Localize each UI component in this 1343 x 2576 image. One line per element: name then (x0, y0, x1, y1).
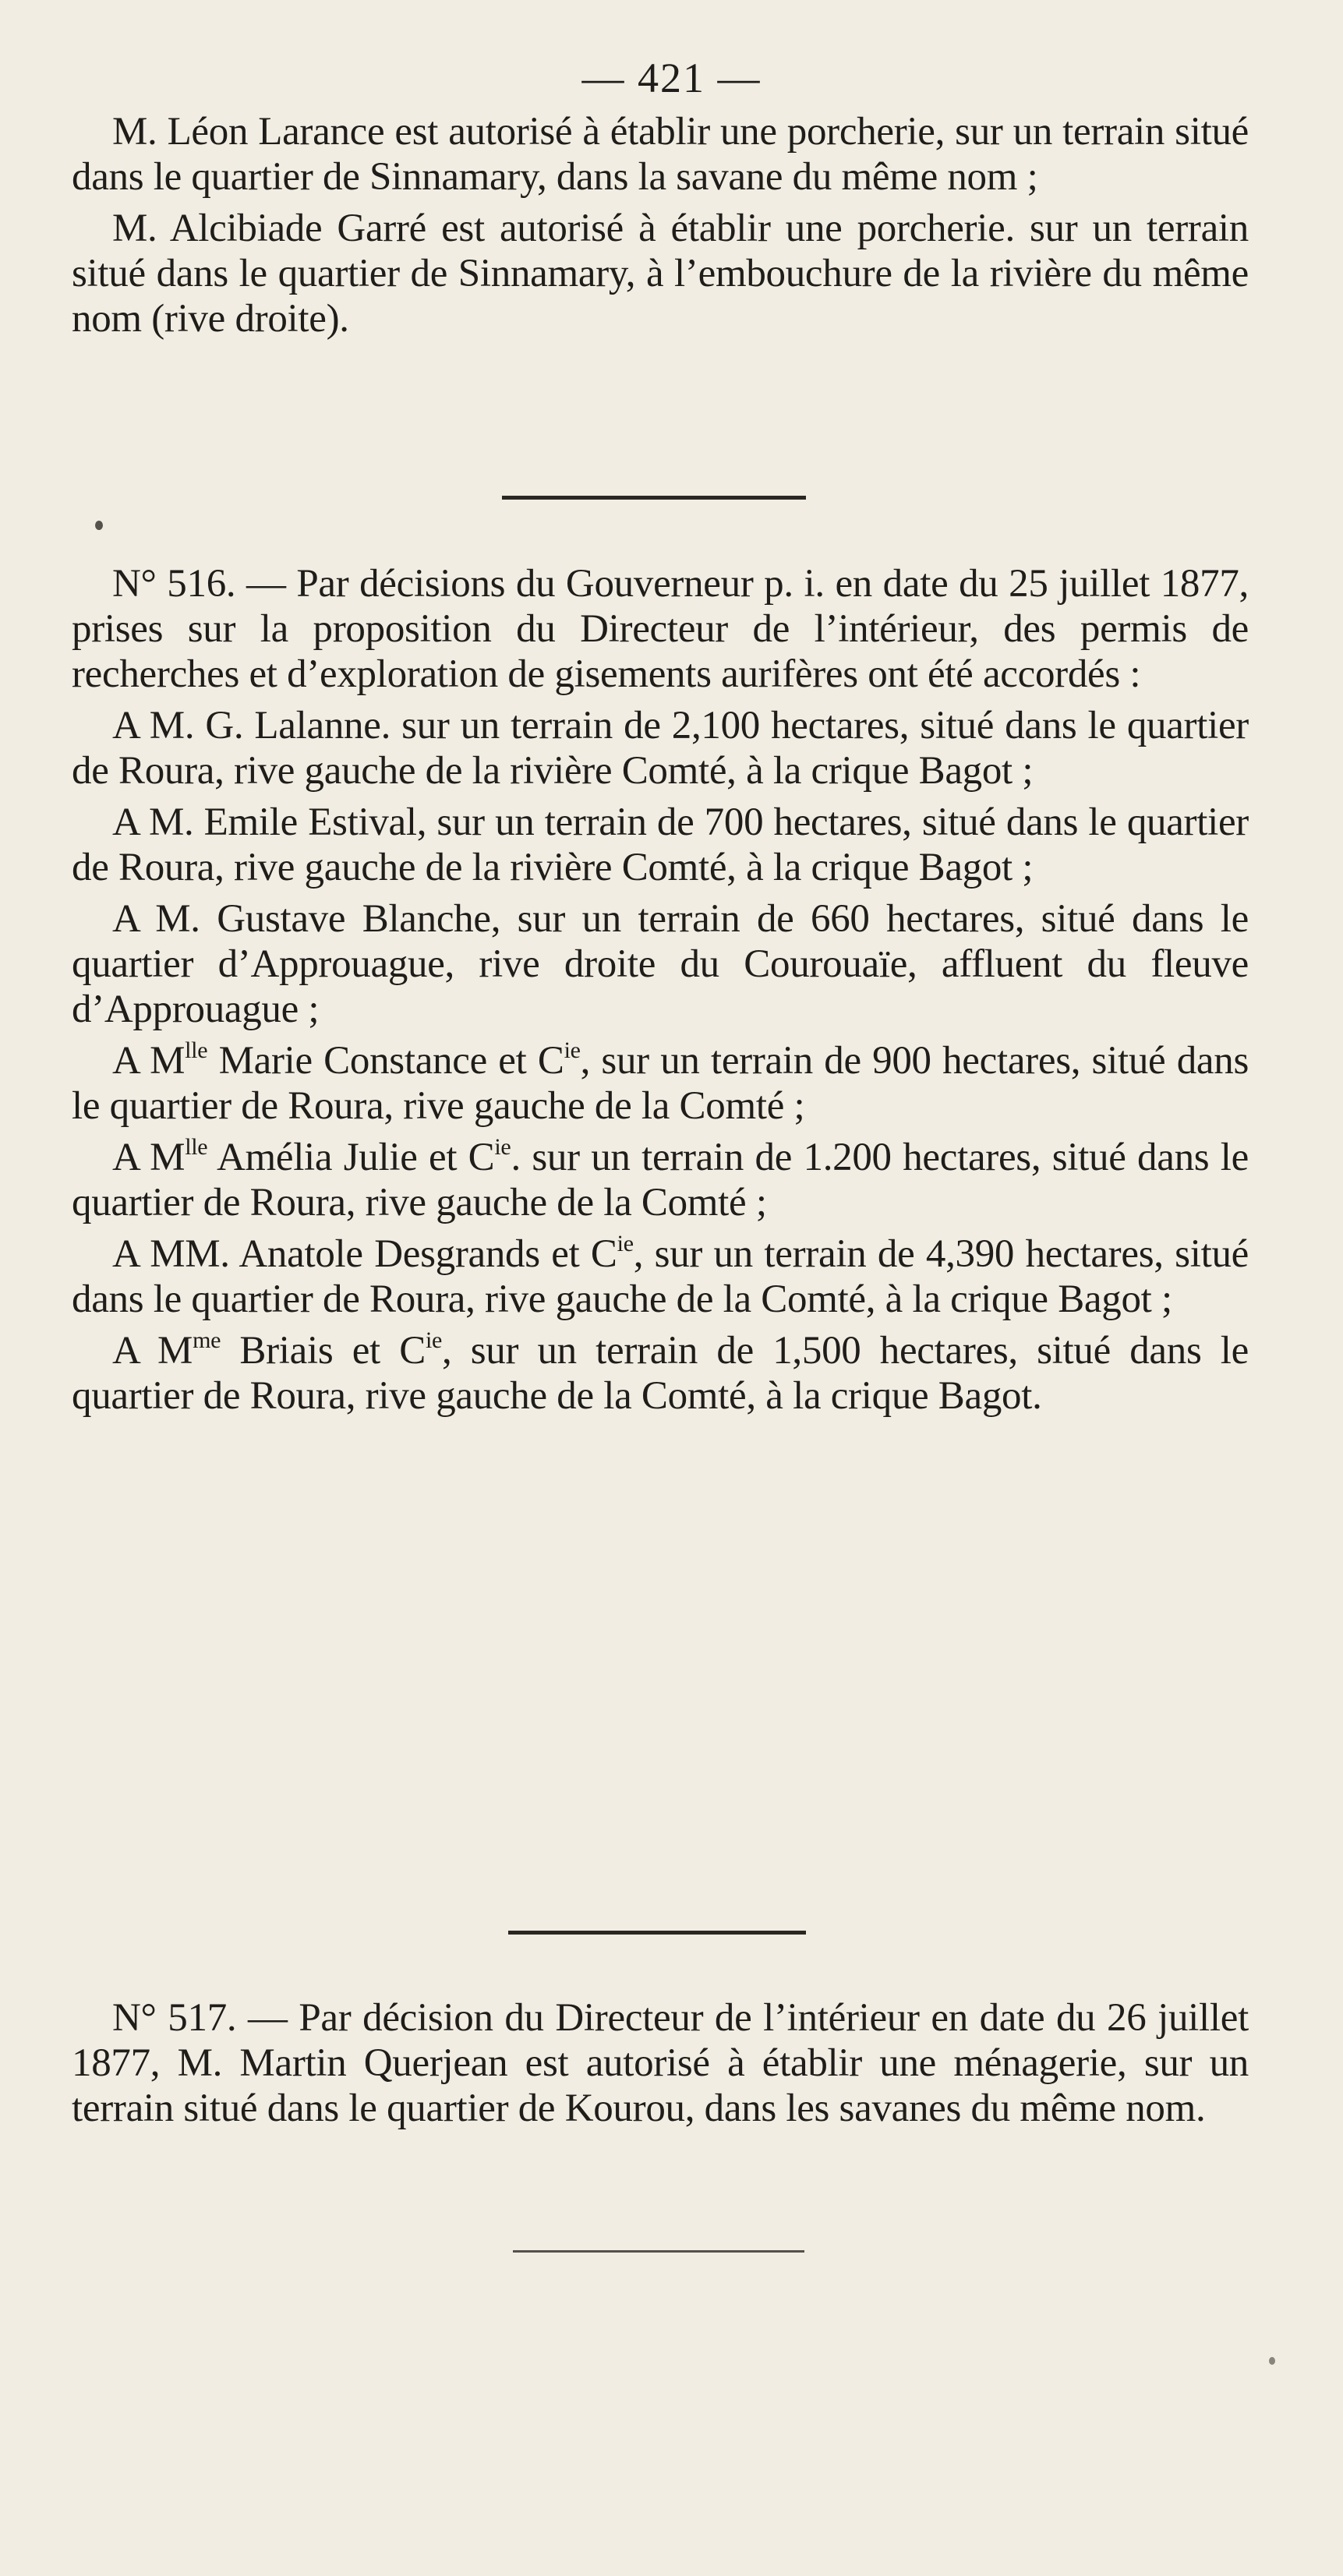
grant-estival (72, 800, 1249, 890)
grant-text: A M (112, 1136, 186, 1179)
ink-speck (95, 521, 103, 530)
grant-marie-constance (72, 1038, 1249, 1129)
section-516 (72, 561, 1249, 1419)
grant-desgrands (72, 1231, 1249, 1322)
paragraph-larance: M. Léon Larance est autorisé à établir une porcherie, sur un terrain situé dans le quartier de Sinnamary, dans la savane du même nom ; (72, 110, 1249, 199)
grant-text: Amélia Julie et C (207, 1136, 495, 1179)
grant-text: A M. Gustave Blanche, sur un terrain de 660 hectares, situé dans le quartier d’Approuague, rive droite du Courouaïe, affluent du fleuve d’Approuague ; (72, 897, 1249, 1031)
superscript: ie (425, 1327, 442, 1353)
paragraph-517: N° 517. — Par décision du Directeur de l’intérieur en date du 26 juillet 1877, M. Martin Querjean est autorisé à établir une ménagerie, sur un terrain situé dans le quartier de Kourou, dans les savanes du même nom. (72, 1996, 1249, 2130)
grant-blanche (72, 896, 1249, 1032)
grant-text: A M. Emile Estival, sur un terrain de 700 hectares, situé dans le quartier de Roura, rive gauche de la rivière Comté, à la crique Bagot ; (72, 800, 1249, 889)
grant-lalanne (72, 703, 1249, 793)
grant-text: A M. G. Lalanne. sur un terrain de 2,100 hectares, situé dans le quartier de Roura, rive gauche de la rivière Comté, à la crique Bagot ; (72, 704, 1249, 793)
grant-text: . sur un terrain de 1.200 hectares, situé dans le quartier de Roura, rive gauche de la Comté ; (72, 1136, 1249, 1224)
paragraph-516-intro: N° 516. — Par décisions du Gouverneur p. i. en date du 25 juillet 1877, prises sur la proposition du Directeur de l’intérieur, des permis de recherches et d’exploration de gisements aurifères ont été accordés : (72, 562, 1249, 696)
superscript: ie (494, 1134, 511, 1160)
paragraph-garre: M. Alcibiade Garré est autorisé à établir une porcherie. sur un terrain situé dans le quartier de Sinnamary, à l’embouchure de la rivière du même nom (rive droite). (72, 207, 1249, 341)
grant-amelia-julie (72, 1135, 1249, 1225)
superscript: lle (185, 1134, 208, 1160)
section-divider (502, 496, 806, 500)
superscript: ie (564, 1037, 581, 1063)
grant-text: Marie Constance et C (207, 1039, 564, 1083)
grant-text: A M (112, 1329, 193, 1373)
end-divider (513, 2250, 804, 2253)
section-517 (72, 1995, 1249, 2131)
grant-briais (72, 1328, 1249, 1419)
ink-speck (1269, 2357, 1275, 2365)
section-porcheries (72, 109, 1249, 341)
superscript: lle (185, 1037, 208, 1063)
section-divider (508, 1931, 806, 1935)
page-number: — 421 — (581, 55, 762, 101)
grant-text: A MM. Anatole Desgrands et C (112, 1232, 617, 1276)
grant-text: A M (112, 1039, 186, 1083)
grant-text: , sur un terrain de 4,390 hectares, situé dans le quartier de Roura, rive gauche de la Comté, à la crique Bagot ; (72, 1232, 1249, 1321)
grant-text: , sur un terrain de 1,500 hectares, situé dans le quartier de Roura, rive gauche de la Comté, à la crique Bagot. (72, 1329, 1249, 1418)
superscript: ie (617, 1231, 634, 1256)
superscript: me (193, 1327, 221, 1353)
grant-text: Briais et C (221, 1329, 426, 1373)
grant-text: , sur un terrain de 900 hectares, situé dans le quartier de Roura, rive gauche de la Comté ; (72, 1039, 1249, 1128)
